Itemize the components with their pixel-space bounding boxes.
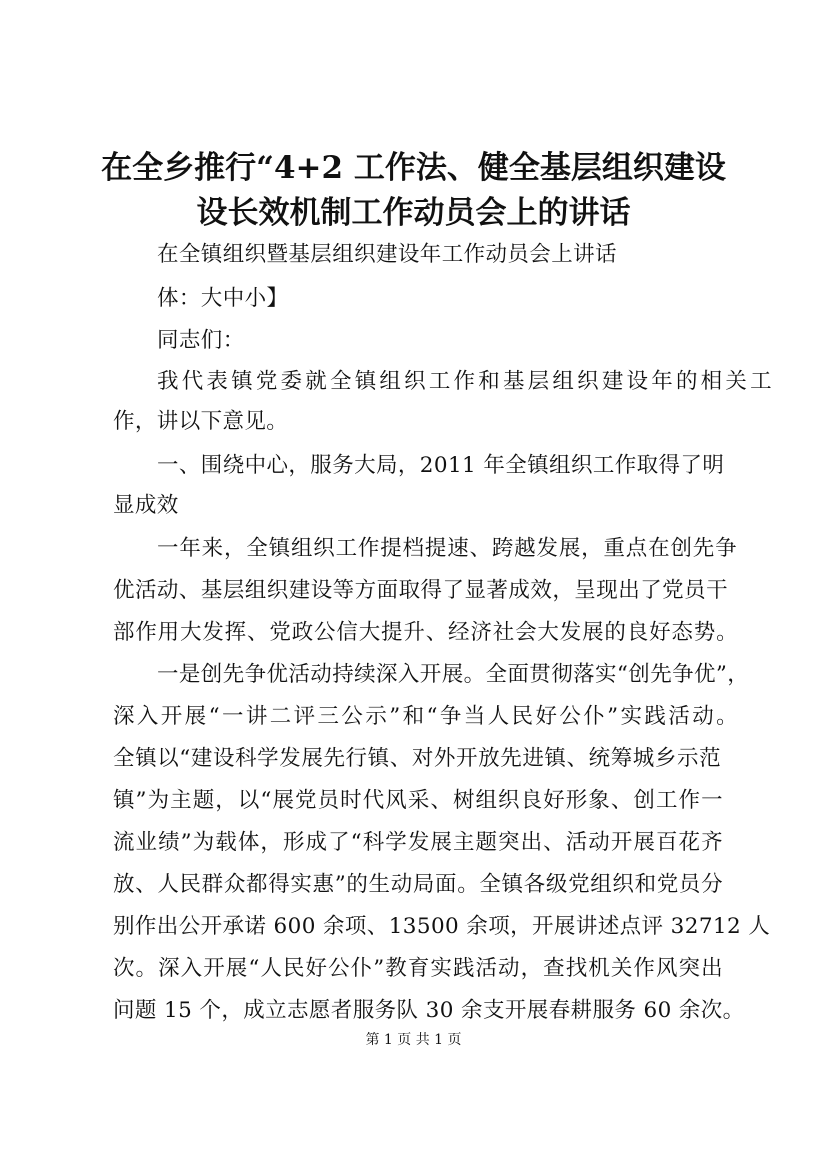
body-line: 次。深入开展“人民好公仆”教育实践活动，查找机关作风突出 (113, 956, 723, 981)
section-heading-line: 一、围绕中心，服务大局，2011 年全镇组织工作取得了明 (157, 453, 725, 478)
salutation: 同志们： (157, 328, 245, 353)
body-line: 深入开展“一讲二评三公示”和“争当人民好公仆”实践活动。 (113, 704, 738, 729)
page-footer: 第 1 页 共 1 页 (365, 1032, 462, 1048)
body-line: 流业绩”为载体，形成了“科学发展主题突出、活动开展百花齐 (113, 830, 723, 855)
body-line: 镇”为主题，以“展党员时代风采、树组织良好形象、创工作一 (113, 788, 723, 813)
body-line: 一年来，全镇组织工作提档提速、跨越发展，重点在创先争 (157, 536, 737, 561)
body-line: 我代表镇党委就全镇组织工作和基层组织建设年的相关工 (157, 369, 772, 394)
body-line: 别作出公开承诺 600 余项、13500 余项，开展讲述点评 32712 人 (113, 914, 771, 939)
body-line: 一是创先争优活动持续深入开展。全面贯彻落实“创先争优”， (157, 662, 750, 687)
body-line: 全镇以“建设科学发展先行镇、对外开放先进镇、统筹城乡示范 (113, 746, 721, 771)
section-heading-line: 显成效 (113, 493, 179, 518)
body-line: 优活动、基层组织建设等方面取得了显著成效，呈现出了党员干 (113, 578, 728, 603)
document-title-line-2: 设长效机制工作动员会上的讲话 (196, 195, 631, 231)
body-line: 问题 15 个，成立志愿者服务队 30 余支开展春耕服务 60 余次。 (113, 998, 745, 1023)
document-title-line-1: 在全乡推行“4+2 工作法、健全基层组织建设 (101, 150, 726, 186)
body-line: 放、人民群众都得实惠”的生动局面。全镇各级党组织和党员分 (113, 872, 723, 897)
subtitle-line: 在全镇组织暨基层组织建设年工作动员会上讲话 (157, 242, 617, 267)
body-line: 作，讲以下意见。 (113, 409, 289, 434)
body-line: 部作用大发挥、党政公信大提升、经济社会大发展的良好态势。 (113, 620, 738, 645)
font-size-note: 体：大中小】 (157, 286, 289, 311)
